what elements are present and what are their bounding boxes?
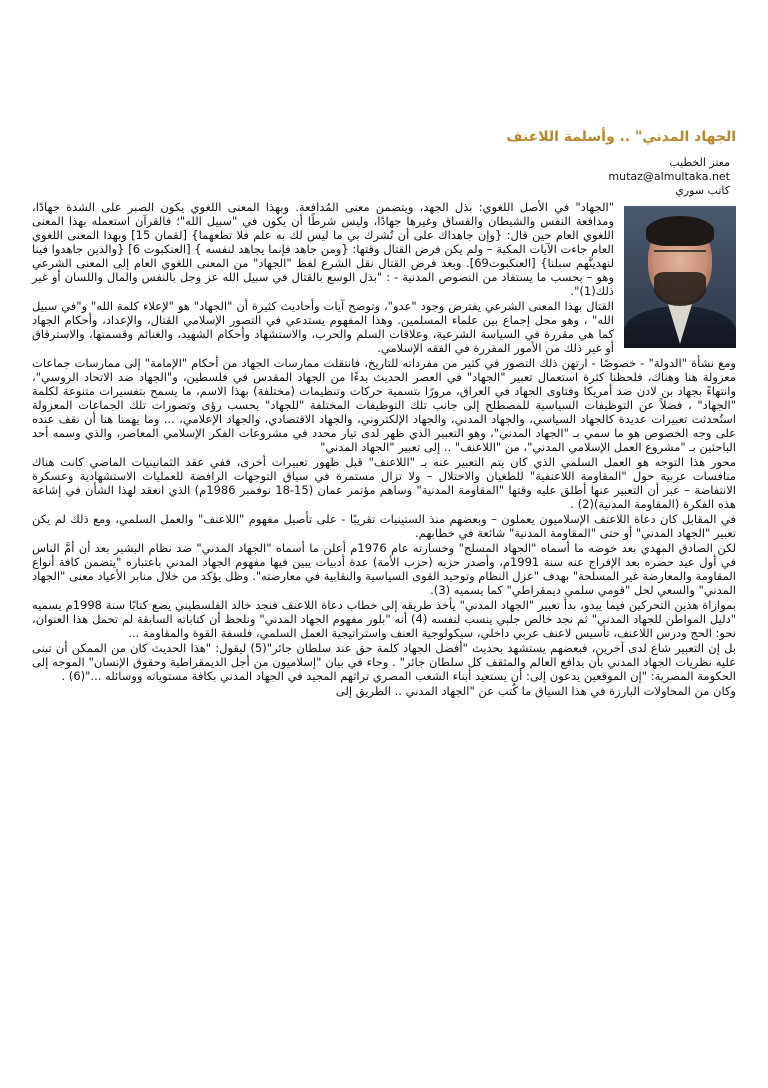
paragraph: ومع نشأة "الدولة" - خصوصًا - ارتهن ذلك التصور في كثير من مفرداته للتاريخ، فانتقلت ممارسات الجهاد من أحكام "الإمامة" إلى ممارسات جماعات معزولة هنا وهناك، فلحظنا كثرة استعمال تعبير "الجهاد" في العصر الحديث بدءًا من الجهاد المقدس في فلسطين، و"الجهاد ضد الاتحاد الروسي"، وانتهاءً بجهاد بن لادن ضد أمريكا وفتاوى الجهاد في العراق، مرورًا بتسمية حركات وتنظيمات (مختلفة) بهذا الاسم، ما يسمح بتفسيرات متنوعة لكلمة "الجهاد" ، فضلاً عن التوظيفات السياسية للمصطلح إلى جانب تلك التوظيفات المختلفة "للجهاد" بحسب رؤى وتصورات تلك الجماعات المعزولة استُحدثت تعبيرات عديدة كالجهاد السياسي، والجهاد المدني، والجهاد الإلكتروني، والجهاد الاقتصادي، والجهاد الإعلامي، ... وما يهمنا هنا أن نقف عنده على وجه الخصوص هو ما سمي بـ "الجهاد المدني"، وهو التعبير الذي ظهر لدى تيار محدد في مشروعات الفكر الإسلامي المعاصر، والذي وسمه أحد الباحثين بـ "مشروع العمل الإسلامي المدني"، من "اللاعنف" .. إلى تعبير "الجهاد المدني" (32, 356, 736, 454)
author-block (570, 156, 730, 198)
paragraph: لكن الصادق المهدي بعد خوضه ما أسماه "الجهاد المسلح" وخسارته عام 1976م أعلن ما أسماه "الجهاد المدني" ضد نظام البشير بعد أن أمَّ الناس في أول عيد حضره بعد الإفراج عنه سنة 1991م، وأصدر حزبه (حزب الأمة) عدة أدبيات يبين فيها مفهوم الجهاد المدني باعتباره "يتضمن كافة أنواع المقاومة والمعارضة غير المسلحة" بهدف "عزل النظام وتوحيد القوى السياسية والنقابية في معارضته". وظل يؤكد من خلال منابر الأعياد معنى "الجهاد المدني" والسعي لحل "قومي سلمي ديمقراطي" كما يسميه (3). (32, 541, 736, 597)
paragraph: بل إن التعبير شاع لدى آخرين، فبعضهم يستشهد بحديث "أفضل الجهاد كلمة حق عند سلطان جائر"(5) ليقول: "هذا الحديث كان من الممكن أن تبنى عليه نظريات الجهاد المدني بأن يدافع العالم والمثقف كل سلطان جائر" . وجاء في بيان "إسلاميون من أجل الديمقراطية وحقوق الإنسان" الموجه إلى الحكومة المصرية: "إن الموقعين يدعون إلى: أن يستعيد أبناء الشعب المصري تراثهم المجيد في الجهاد المدني بكافة مستوياته ووسائله ..."(6) . (32, 641, 736, 683)
article-title: الجهاد المدني" .. وأسلمة اللاعنف (506, 129, 736, 145)
paragraph: محور هذا التوجه هو العمل السلمي الذي كان يتم التعبير عنه بـ "اللاعنف" قبل ظهور تعبيرات أخرى، ففي عقد الثمانينيات الماضي كانت هناك منافسات عربية حول "المقاومة اللاعنفية" للطغيان والاحتلال – ولا تزال مستمرة في سياق التوجهات الرافضة للعمليات الاستشهادية وعسكرة الانتفاضة – عبر أن التعبير عنها أطلق عليه وقتها "المقاومة المدنية" وساهم مؤتمر عمان (15-18 نوفمبر 1986م) الذي انعقد لهذا الشأن في إشاعة هذه الفكرة (المقاومة المدنية)(2) . (32, 455, 737, 511)
paragraph: القتال بهذا المعنى الشرعي يفترض وجود "عدو"، وتوضح آيات وأحاديث كثيرة أن "الجهاد" هو "لإعلاء كلمة الله" و"في سبيل الله" ، وهو محل إجماع بين علماء المسلمين. وهذا المفهوم يستدعي في التصور الإسلامي القتال، والإعداد، وأحكام الجهاد كما هي مقررة في السياسة الشرعية، وعلاقات السلم والحرب، والاستشهاد وأحكام الشهيد، والغنائم وقسمتها، والاسترقاق أو غير ذلك من الأمور المقررة في الفقه الإسلامي. (32, 299, 614, 355)
paragraph: في المقابل كان دعاة اللاعنف الإسلاميون يعملون – وبعضهم منذ الستينيات تقريبًا - على تأصيل مفهوم "اللاعنف" والعمل السلمي، ومع ذلك لم يكن تعبير "الجهاد المدني" أو حتى "المقاومة المدنية" شائعة في خطابهم. (32, 512, 736, 540)
author-name: معتز الخطيب (669, 156, 730, 169)
paragraph: بموازاة هذين التحركين فيما يبدو، بدأ تعبير "الجهاد المدني" يأخذ طريقه إلى خطاب دعاة اللاعنف فنجد خالد الفلسطيني يضع كتابًا سنة 1998م يسميه "دليل المواطن للجهاد المدني" ثم نجد خالص جلبي ينسب لنفسه (4) أنه "بلور مفهوم الجهاد المدني" ونلحظ أن كتاباته السابقة لم تحمل هذا العنوان، نحو: الحج ودرس اللاعنف، تأسيس لاعنف عربي داخلي، سيكولوجية العنف واستراتيجية العمل السلمي، فلسفة القوة والمقاومة ... (32, 598, 737, 640)
author-email: mutaz@almultaka.net (608, 170, 730, 183)
paragraph: "الجهاد" في الأصل اللغوي: بذل الجهد، ويتضمن معنى المُدافعة. وبهذا المعنى اللغوي يكون الصبر على الشدة جهادًا، ومدافعة النفس والشيطان والفساق وغيرها جهادًا، وليس شرطًا أن يكون في "سبيل الله"؛ فالقرآن استعمله بهذا المعنى اللغوي العام حين قال: {وإن جاهداك على أن تُشرك بي ما ليس لك به علم فلا تطعهما} [لقمان 15] وبهذا المعنى اللغوي العام جاءت الآيات المكية – ولم يكن فرض القتال وقتها: {ومن جاهد فإنما يجاهد لنفسه } [العنكبوت 6] {والذين جاهدوا فينا لنهدينَّهم سبلنا} [العنكبوت69]. وبعد فرض القتال نقل الشرع لفظ "الجهاد" من المعنى اللغوي العام إلى المعنى الشرعي وهو – بحسب ما يستفاد من النصوص المدنية - : "بذل الوسع بالقتال في سبيل الله عز وجل بالنفس والمال واللسان أو غير ذلك(1)". (32, 200, 614, 298)
author-photo (624, 206, 736, 348)
author-role: كاتب سوري (675, 184, 730, 197)
paragraph: وكان من المحاولات البارزة في هذا السياق ما كُتب عن "الجهاد المدني .. الطريق إلى (335, 684, 736, 698)
